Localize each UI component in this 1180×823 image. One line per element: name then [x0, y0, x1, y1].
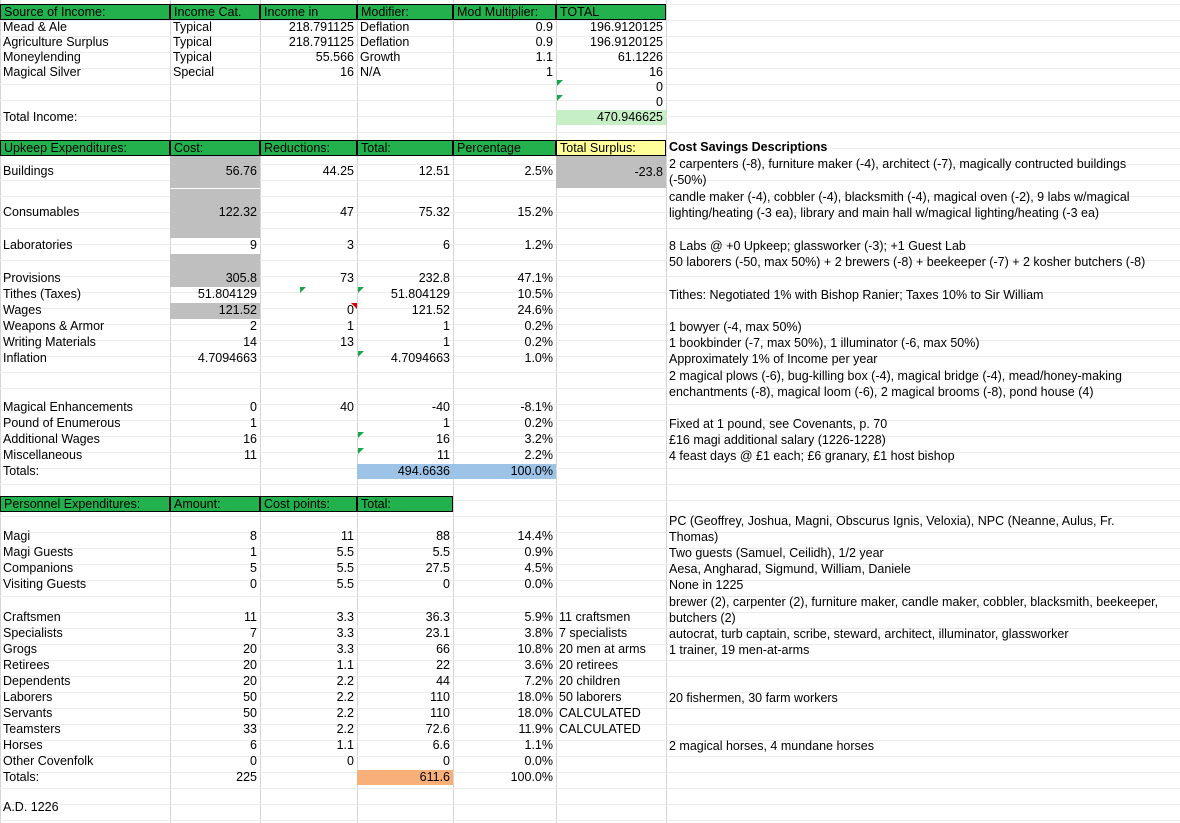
personnel-total[interactable]: 44: [436, 674, 450, 688]
personnel-description[interactable]: autocrat, turb captain, scribe, steward, architect, illuminator, glassworker: [669, 627, 1069, 641]
upkeep-percentage[interactable]: 24.6%: [517, 303, 553, 317]
upkeep-row-name[interactable]: Laboratories: [3, 238, 73, 252]
grid-line: [0, 804, 1180, 805]
income-total[interactable]: 196.9120125: [590, 20, 663, 34]
personnel-percentage[interactable]: 3.6%: [524, 658, 553, 672]
personnel-percentage[interactable]: 0.9%: [524, 545, 553, 559]
cell-comment-marker: [557, 95, 563, 101]
personnel-total[interactable]: 27.5: [425, 561, 450, 575]
personnel-cost-points[interactable]: 5.5: [336, 561, 354, 575]
cost-savings-description[interactable]: 8 Labs @ +0 Upkeep; glassworker (-3); +1 Guest Lab: [669, 239, 966, 253]
income-header-in[interactable]: Income in: [260, 4, 357, 20]
personnel-totals-label[interactable]: Totals:: [3, 770, 40, 784]
personnel-amount[interactable]: 0: [250, 754, 257, 768]
personnel-percentage[interactable]: 1.1%: [524, 738, 553, 752]
personnel-amount[interactable]: 20: [243, 642, 257, 656]
upkeep-cost[interactable]: 11: [244, 448, 257, 462]
personnel-note[interactable]: 11 craftsmen: [559, 610, 631, 624]
upkeep-reduction[interactable]: 73: [340, 271, 354, 285]
income-modifier[interactable]: Deflation: [360, 35, 410, 49]
personnel-cost-points[interactable]: 2.2: [336, 722, 354, 736]
personnel-description[interactable]: 20 fishermen, 30 farm workers: [669, 691, 838, 705]
personnel-note[interactable]: 7 specialists: [559, 626, 628, 640]
personnel-cost-points[interactable]: 3.3: [336, 610, 354, 624]
personnel-header-total[interactable]: Total:: [357, 496, 453, 512]
personnel-amount[interactable]: 1: [250, 545, 257, 559]
upkeep-total[interactable]: 4.7094663: [390, 351, 450, 365]
personnel-percentage[interactable]: 4.5%: [524, 561, 553, 575]
personnel-percentage[interactable]: 7.2%: [524, 674, 553, 688]
income-total[interactable]: 0: [656, 95, 663, 109]
personnel-row-name[interactable]: Companions: [3, 561, 74, 575]
upkeep-cost[interactable]: 4.7094663: [197, 351, 257, 365]
personnel-note[interactable]: 20 children: [559, 674, 621, 688]
personnel-row-name[interactable]: Teamsters: [3, 722, 61, 736]
income-source[interactable]: Moneylending: [3, 50, 81, 64]
upkeep-percentage[interactable]: 1.2%: [524, 238, 553, 252]
upkeep-cost[interactable]: 14: [243, 335, 257, 349]
upkeep-percentage[interactable]: 3.2%: [524, 432, 553, 446]
income-multiplier[interactable]: 1.1: [535, 50, 553, 64]
total-income-label[interactable]: Total Income:: [3, 110, 78, 124]
cost-savings-description[interactable]: Tithes: Negotiated 1% with Bishop Ranier; Taxes 10% to Sir William: [669, 288, 1044, 302]
income-header-mult[interactable]: Mod Multiplier:: [453, 4, 556, 20]
upkeep-reduction[interactable]: 13: [340, 335, 354, 349]
cost-savings-description[interactable]: 1 bookbinder (-7, max 50%), 1 illuminator (-6, max 50%): [669, 336, 980, 350]
personnel-total[interactable]: 23.1: [425, 626, 450, 640]
personnel-cost-points[interactable]: 3.3: [336, 626, 354, 640]
footer-date[interactable]: A.D. 1226: [3, 800, 59, 814]
cell-comment-marker: [358, 432, 364, 438]
cost-savings-description[interactable]: 2 carpenters (-8), furniture maker (-4), architect (-7), magically contructed buildings (-50%): [669, 157, 1127, 187]
personnel-description[interactable]: 1 trainer, 19 men-at-arms: [669, 643, 810, 657]
upkeep-reduction[interactable]: 0: [347, 303, 354, 317]
income-header-cat[interactable]: Income Cat.: [170, 4, 260, 20]
upkeep-reduction[interactable]: 1: [347, 319, 354, 333]
grid-line: [0, 132, 1180, 133]
upkeep-row-name[interactable]: Miscellaneous: [3, 448, 83, 462]
personnel-amount[interactable]: 8: [250, 529, 257, 543]
cost-savings-description[interactable]: £16 magi additional salary (1226-1228): [669, 433, 886, 447]
upkeep-total[interactable]: 121.52: [411, 303, 450, 317]
personnel-cost-points[interactable]: 2.2: [336, 706, 354, 720]
personnel-totals-percentage[interactable]: 100.0%: [510, 770, 553, 784]
upkeep-cost[interactable]: 51.804129: [197, 287, 257, 301]
personnel-percentage[interactable]: 10.8%: [517, 642, 553, 656]
upkeep-row-name[interactable]: Magical Enhancements: [3, 400, 133, 414]
upkeep-percentage[interactable]: 0.2%: [524, 319, 553, 333]
upkeep-row-name[interactable]: Consumables: [3, 205, 80, 219]
income-modifier[interactable]: N/A: [360, 65, 381, 79]
personnel-row-name[interactable]: Retirees: [3, 658, 50, 672]
upkeep-percentage[interactable]: 1.0%: [524, 351, 553, 365]
income-multiplier[interactable]: 0.9: [535, 35, 553, 49]
upkeep-total[interactable]: 1: [443, 416, 450, 430]
upkeep-row-name[interactable]: Pound of Enumerous: [3, 416, 121, 430]
upkeep-cost[interactable]: 16: [243, 432, 257, 446]
personnel-cost-points[interactable]: 5.5: [336, 545, 354, 559]
upkeep-cost[interactable]: 2: [250, 319, 257, 333]
cell-comment-marker: [358, 351, 364, 357]
personnel-amount[interactable]: 0: [250, 577, 257, 591]
income-source[interactable]: Mead & Ale: [3, 20, 67, 34]
personnel-totals-amount[interactable]: 225: [236, 770, 257, 784]
upkeep-header-name[interactable]: Upkeep Expenditures:: [0, 140, 170, 156]
income-modifier[interactable]: Deflation: [360, 20, 410, 34]
upkeep-cost[interactable]: 121.52: [170, 303, 260, 319]
upkeep-total[interactable]: 11: [437, 448, 450, 462]
personnel-description[interactable]: Aesa, Angharad, Sigmund, William, Daniele: [669, 562, 911, 576]
income-total[interactable]: 16: [649, 65, 663, 79]
personnel-percentage[interactable]: 18.0%: [517, 690, 553, 704]
upkeep-row-name[interactable]: Wages: [3, 303, 42, 317]
personnel-totals-value[interactable]: 611.6: [357, 770, 453, 785]
upkeep-header-reductions[interactable]: Reductions:: [260, 140, 357, 156]
upkeep-cost[interactable]: 122.32: [170, 189, 260, 238]
total-income-value[interactable]: 470.946625: [556, 110, 666, 125]
cost-savings-description[interactable]: 2 magical plows (-6), bug-killing box (-4), magical bridge (-4), mead/honey-making enchantments (-8), magical loom (-6), 2 magical brooms (-8), pond house (4): [669, 369, 1122, 399]
income-category[interactable]: Typical: [173, 20, 212, 34]
upkeep-row-name[interactable]: Weapons & Armor: [3, 319, 105, 333]
income-source[interactable]: Magical Silver: [3, 65, 81, 79]
upkeep-total[interactable]: 1: [443, 335, 450, 349]
personnel-total[interactable]: 110: [430, 706, 450, 720]
total-surplus-value[interactable]: -23.8: [556, 156, 666, 188]
personnel-amount[interactable]: 7: [250, 626, 257, 640]
income-category[interactable]: Typical: [173, 50, 212, 64]
upkeep-total[interactable]: 75.32: [418, 205, 450, 219]
personnel-total[interactable]: 66: [436, 642, 450, 656]
upkeep-reduction[interactable]: 40: [340, 400, 354, 414]
personnel-row-name[interactable]: Visiting Guests: [3, 577, 87, 591]
upkeep-reduction[interactable]: 47: [340, 205, 354, 219]
personnel-header-cost-points[interactable]: Cost points:: [260, 496, 357, 512]
upkeep-cost[interactable]: 305.8: [170, 254, 260, 287]
personnel-row-name[interactable]: Magi: [3, 529, 31, 543]
grid-line: [0, 788, 1180, 789]
personnel-amount[interactable]: 5: [250, 561, 257, 575]
personnel-cost-points[interactable]: 2.2: [336, 690, 354, 704]
personnel-percentage[interactable]: 18.0%: [517, 706, 553, 720]
upkeep-totals-percentage[interactable]: 100.0%: [453, 464, 556, 479]
personnel-header-name[interactable]: Personnel Expenditures:: [0, 496, 170, 512]
upkeep-reduction[interactable]: 44.25: [322, 164, 354, 178]
personnel-total[interactable]: 0: [443, 754, 450, 768]
personnel-amount[interactable]: 6: [250, 738, 257, 752]
upkeep-total[interactable]: 232.8: [418, 271, 450, 285]
personnel-total[interactable]: 88: [436, 529, 450, 543]
personnel-description[interactable]: None in 1225: [669, 578, 744, 592]
personnel-total[interactable]: 110: [430, 690, 450, 704]
personnel-cost-points[interactable]: 5.5: [336, 577, 354, 591]
personnel-row-name[interactable]: Craftsmen: [3, 610, 61, 624]
personnel-amount[interactable]: 50: [243, 690, 257, 704]
personnel-cost-points[interactable]: 1.1: [336, 738, 354, 752]
personnel-total[interactable]: 5.5: [432, 545, 450, 559]
upkeep-header-cost[interactable]: Cost:: [170, 140, 260, 156]
personnel-percentage[interactable]: 0.0%: [524, 577, 553, 591]
personnel-total[interactable]: 0: [443, 577, 450, 591]
cost-savings-description[interactable]: Approximately 1% of Income per year: [669, 352, 878, 366]
cell-comment-marker: [358, 287, 364, 293]
upkeep-percentage[interactable]: 2.2%: [524, 448, 553, 462]
upkeep-total[interactable]: 12.51: [418, 164, 450, 178]
personnel-cost-points[interactable]: 0: [347, 754, 354, 768]
personnel-row-name[interactable]: Magi Guests: [3, 545, 74, 559]
income-amount[interactable]: 55.566: [315, 50, 354, 64]
cell-comment-marker: [300, 287, 306, 293]
income-header-source[interactable]: Source of Income:: [0, 4, 170, 20]
personnel-row-name[interactable]: Dependents: [3, 674, 71, 688]
personnel-description[interactable]: 2 magical horses, 4 mundane horses: [669, 739, 874, 753]
cost-savings-header[interactable]: Cost Savings Descriptions: [669, 140, 828, 154]
upkeep-total[interactable]: 6: [443, 238, 450, 252]
upkeep-percentage[interactable]: 0.2%: [524, 416, 553, 430]
personnel-cost-points[interactable]: 11: [341, 529, 354, 543]
upkeep-cost[interactable]: 0: [250, 400, 257, 414]
income-category[interactable]: Typical: [173, 35, 212, 49]
personnel-total[interactable]: 6.6: [432, 738, 450, 752]
personnel-total[interactable]: 72.6: [425, 722, 450, 736]
income-modifier[interactable]: Growth: [360, 50, 401, 64]
personnel-cost-points[interactable]: 2.2: [336, 674, 354, 688]
upkeep-cost[interactable]: 56.76: [170, 156, 260, 188]
upkeep-percentage[interactable]: -8.1%: [520, 400, 553, 414]
income-multiplier[interactable]: 1: [546, 65, 553, 79]
cost-savings-description[interactable]: 50 laborers (-50, max 50%) + 2 brewers (-8) + beekeeper (-7) + 2 kosher butchers (-8): [669, 255, 1146, 269]
upkeep-header-total[interactable]: Total:: [357, 140, 453, 156]
personnel-row-name[interactable]: Servants: [3, 706, 53, 720]
upkeep-totals-value[interactable]: 494.6636: [357, 464, 453, 479]
personnel-percentage[interactable]: 5.9%: [524, 610, 553, 624]
upkeep-row-name[interactable]: Buildings: [3, 164, 54, 178]
grid-line: [0, 820, 1180, 821]
grid-line: [0, 468, 1180, 469]
cost-savings-description[interactable]: Fixed at 1 pound, see Covenants, p. 70: [669, 417, 888, 431]
upkeep-total[interactable]: 51.804129: [390, 287, 450, 301]
personnel-amount[interactable]: 33: [243, 722, 257, 736]
cell-comment-marker: [351, 303, 357, 309]
personnel-percentage[interactable]: 11.9%: [518, 722, 553, 736]
cost-savings-description[interactable]: 1 bowyer (-4, max 50%): [669, 320, 802, 334]
income-amount[interactable]: 218.791125: [288, 35, 354, 49]
upkeep-header-percentage[interactable]: Percentage: [453, 140, 556, 156]
personnel-amount[interactable]: 11: [244, 610, 257, 624]
upkeep-percentage[interactable]: 0.2%: [524, 335, 553, 349]
personnel-description[interactable]: PC (Geoffrey, Joshua, Magni, Obscurus Ignis, Veloxia), NPC (Neanne, Aulus, Fr. Thomas): [669, 514, 1115, 544]
income-multiplier[interactable]: 0.9: [535, 20, 553, 34]
income-total[interactable]: 196.9120125: [590, 35, 663, 49]
personnel-percentage[interactable]: 0.0%: [524, 754, 553, 768]
income-header-total[interactable]: TOTAL: [556, 4, 666, 20]
upkeep-percentage[interactable]: 15.2%: [517, 205, 553, 219]
personnel-note[interactable]: 50 laborers: [559, 690, 622, 704]
personnel-row-name[interactable]: Specialists: [3, 626, 63, 640]
income-total[interactable]: 61.1226: [617, 50, 663, 64]
personnel-cost-points[interactable]: 1.1: [336, 658, 354, 672]
personnel-cost-points[interactable]: 3.3: [336, 642, 354, 656]
upkeep-row-name[interactable]: Provisions: [3, 271, 61, 285]
income-category[interactable]: Special: [173, 65, 214, 79]
personnel-note[interactable]: CALCULATED: [559, 706, 641, 720]
upkeep-total[interactable]: 16: [436, 432, 450, 446]
personnel-note[interactable]: 20 men at arms: [559, 642, 646, 656]
cell-comment-marker: [358, 448, 364, 454]
personnel-amount[interactable]: 50: [243, 706, 257, 720]
personnel-amount[interactable]: 20: [243, 674, 257, 688]
income-amount[interactable]: 218.791125: [288, 20, 354, 34]
personnel-percentage[interactable]: 14.4%: [517, 529, 553, 543]
personnel-note[interactable]: CALCULATED: [559, 722, 641, 736]
income-header-modifier[interactable]: Modifier:: [357, 4, 453, 20]
personnel-description[interactable]: Two guests (Samuel, Ceilidh), 1/2 year: [669, 546, 884, 560]
personnel-percentage[interactable]: 3.8%: [524, 626, 553, 640]
upkeep-total[interactable]: -40: [431, 400, 450, 414]
upkeep-percentage[interactable]: 47.1%: [517, 271, 553, 285]
upkeep-row-name[interactable]: Tithes (Taxes): [3, 287, 82, 301]
upkeep-reduction[interactable]: 3: [347, 238, 354, 252]
upkeep-row-name[interactable]: Inflation: [3, 351, 47, 365]
cell-comment-marker: [557, 80, 563, 86]
income-total[interactable]: 0: [656, 80, 663, 94]
personnel-note[interactable]: 20 retirees: [559, 658, 619, 672]
personnel-amount[interactable]: 20: [243, 658, 257, 672]
personnel-total[interactable]: 36.3: [425, 610, 450, 624]
cost-savings-description[interactable]: candle maker (-4), cobbler (-4), blacksmith (-4), magical oven (-2), 9 labs w/magical lighting/heating (-3 ea), library and main hall w/magical lighting/heating (-3 ea): [669, 190, 1130, 220]
personnel-row-name[interactable]: Laborers: [3, 690, 53, 704]
upkeep-percentage[interactable]: 10.5%: [517, 287, 553, 301]
personnel-header-amount[interactable]: Amount:: [170, 496, 260, 512]
personnel-row-name[interactable]: Horses: [3, 738, 43, 752]
income-source[interactable]: Agriculture Surplus: [3, 35, 109, 49]
upkeep-percentage[interactable]: 2.5%: [524, 164, 553, 178]
personnel-row-name[interactable]: Grogs: [3, 642, 38, 656]
upkeep-row-name[interactable]: Writing Materials: [3, 335, 96, 349]
upkeep-header-surplus[interactable]: Total Surplus:: [556, 140, 666, 156]
personnel-description[interactable]: brewer (2), carpenter (2), furniture maker, candle maker, cobbler, blacksmith, beekeeper, butchers (2): [669, 595, 1159, 625]
personnel-row-name[interactable]: Other Covenfolk: [3, 754, 94, 768]
upkeep-cost[interactable]: 1: [250, 416, 257, 430]
upkeep-row-name[interactable]: Additional Wages: [3, 432, 100, 446]
cost-savings-description[interactable]: 4 feast days @ £1 each; £6 granary, £1 host bishop: [669, 449, 955, 463]
upkeep-totals-label[interactable]: Totals:: [3, 464, 40, 478]
grid-line: [0, 484, 1180, 485]
upkeep-total[interactable]: 1: [443, 319, 450, 333]
personnel-total[interactable]: 22: [436, 658, 450, 672]
upkeep-cost[interactable]: 9: [250, 238, 257, 252]
income-amount[interactable]: 16: [340, 65, 354, 79]
